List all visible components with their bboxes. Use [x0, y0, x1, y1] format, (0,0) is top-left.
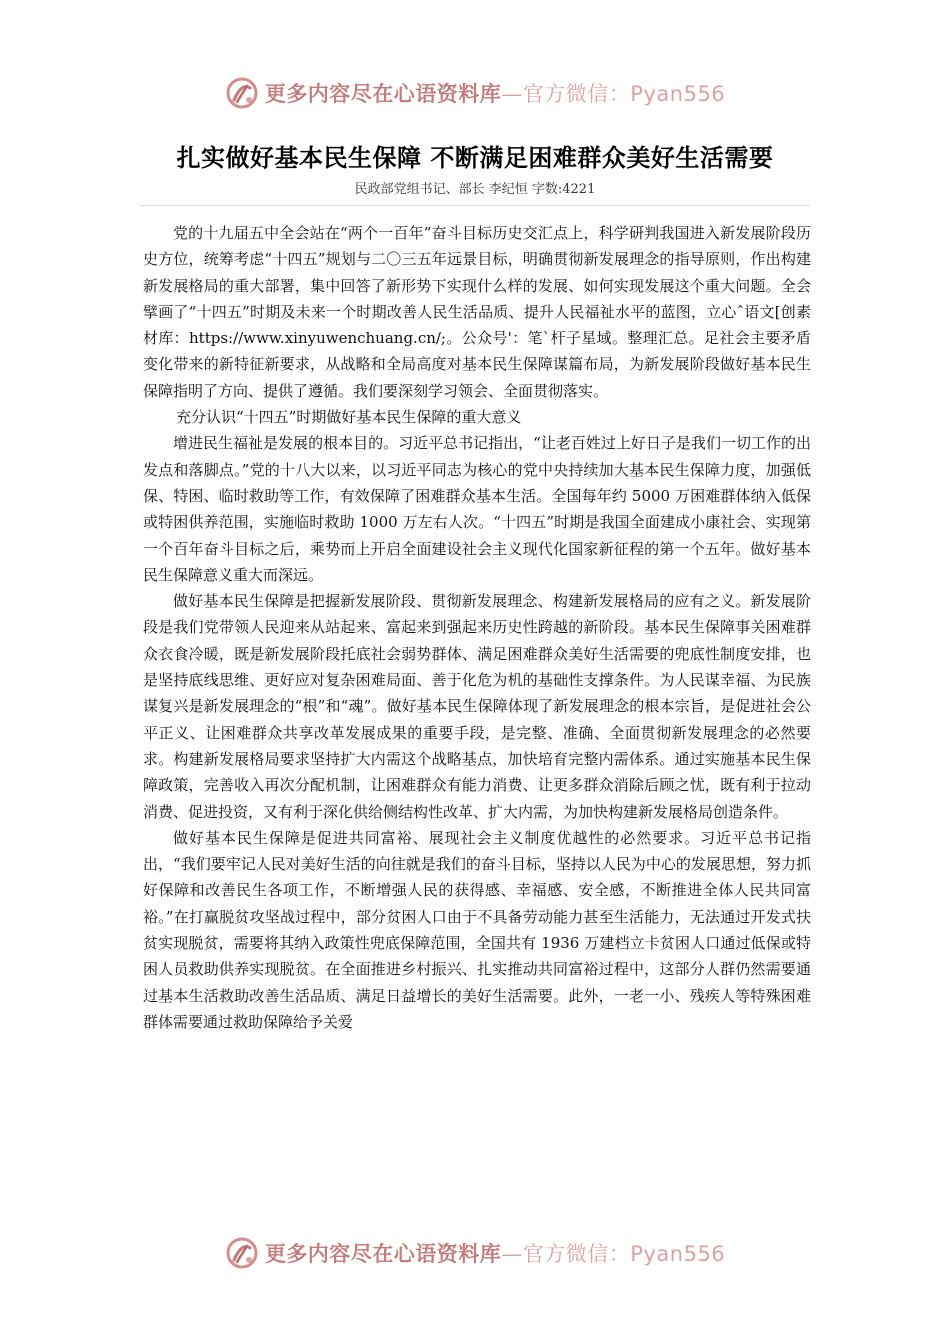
paragraph-3: 做好基本民生保障是把握新发展阶段、贯彻新发展理念、构建新发展格局的应有之义。新发展阶段是我们党带领人民迎来从站起来、富起来到强起来历史性跨越的新阶段。基本民生保障事关困难群众衣食冷暖，既是新发展阶段托底社会弱势群体、满足困难群众美好生活需要的兜底性制度安排，也是坚持底线思维、更好应对复杂困难局面、善于化危为机的基础性支撑条件。为人民谋幸福、为民族谋复兴是新发展理念的“根”和“魂”。做好基本民生保障体现了新发展理念的根本宗旨，是促进社会公平正义、让困难群众共享改革发展成果的重要手段，是完整、准确、全面贯彻新发展理念的必然要求。构建新发展格局要求坚持扩大内需这个战略基点，加快培育完整内需体系。通过实施基本民生保障政策，完善收入再次分配机制，让困难群众有能力消费、让更多群众消除后顾之忧，既有利于拉动消费、促进投资，又有利于深化供给侧结构性改革、扩大内需，为加快构建新发展格局创造条件。: [143, 592, 811, 821]
paragraph-1: 党的十九届五中全会站在“两个一百年”奋斗目标历史交汇点上，科学研判我国进入新发展阶段历史方位，统筹考虑“十四五”规划与二〇三五年远景目标，明确贯彻新发展理念的指导原则，作出构建新发展格局的重大部署，集中回答了新形势下实现什么样的发展、如何实现发展这个重大问题。全会擘画了“十四五”时期及未来一个时期改善人民生活品质、提升人民福祉水平的蓝图，立心ˆ语文[创素材库：https://www.xinyuwenchuang.cn/;。公众号'：笔`杆子星域。整理汇总。足社会主要矛盾变化带来的新特征新要求，从战略和全局高度对基本民生保障谋篇布局，为新发展阶段做好基本民生保障指明了方向、提供了遵循。我们要深刻学习领会、全面贯彻落实。: [143, 224, 811, 400]
seal-logo-icon: [225, 76, 259, 110]
banner-wechat: 官方微信：Pyan556: [522, 82, 726, 106]
bottom-banner: [0, 1228, 950, 1278]
section-heading: 充分认识“十四五”时期做好基本民生保障的重大意义: [176, 408, 522, 427]
banner-main: 更多内容尽在心语资料库: [264, 82, 502, 106]
banner-separator: —: [501, 1242, 523, 1266]
paragraph-2: 增进民生福祉是发展的根本目的。习近平总书记指出，“让老百姓过上好日子是我们一切工作的出发点和落脚点。”党的十八大以来，以习近平同志为核心的党中央持续加大基本民生保障力度，加强低保、特困、临时救助等工作，有效保障了困难群众基本生活。全国每年约 5000 万困难群体纳入低保或特困供养范围，实施临时救助 1000 万左右人次。“十四五”时期是我国全面建成小康社会、实现第一个百年奋斗目标之后，乘势而上开启全面建设社会主义现代化国家新征程的第一个五年。做好基本民生保障意义重大而深远。: [143, 434, 811, 584]
banner-wechat: 官方微信：Pyan556: [522, 1242, 726, 1266]
article-body: [143, 220, 811, 1035]
top-banner: [0, 68, 950, 118]
banner-text: [265, 1238, 725, 1268]
title-divider: [140, 205, 810, 206]
banner-separator: —: [501, 82, 523, 106]
paragraph-4: 做好基本民生保障是促进共同富裕、展现社会主义制度优越性的必然要求。习近平总书记指出，“我们要牢记人民对美好生活的向往就是我们的奋斗目标，坚持以人民为中心的发展思想，努力抓好保障和改善民生各项工作，不断增强人民的获得感、幸福感、安全感，不断推进全体人民共同富裕。”在打赢脱贫攻坚战过程中，部分贫困人口由于不具备劳动能力甚至生活能力，无法通过开发式扶贫实现脱贫，需要将其纳入政策性兜底保障范围，全国共有 1936 万建档立卡贫困人口通过低保或特困人员救助供养实现脱贫。在全面推进乡村振兴、扎实推动共同富裕过程中，这部分人群仍然需要通过基本生活救助改善生活品质、满足日益增长的美好生活需要。此外，一老一小、残疾人等特殊困难群体需要通过救助保障给予关爱: [143, 828, 811, 1031]
article-title: 扎实做好基本民生保障 不断满足困难群众美好生活需要: [176, 144, 774, 172]
banner-text: [265, 78, 725, 108]
seal-logo-icon: [225, 1236, 259, 1270]
article-byline: 民政部党组书记、部长 李纪恒 字数:4221: [354, 182, 596, 197]
banner-main: 更多内容尽在心语资料库: [264, 1242, 502, 1266]
